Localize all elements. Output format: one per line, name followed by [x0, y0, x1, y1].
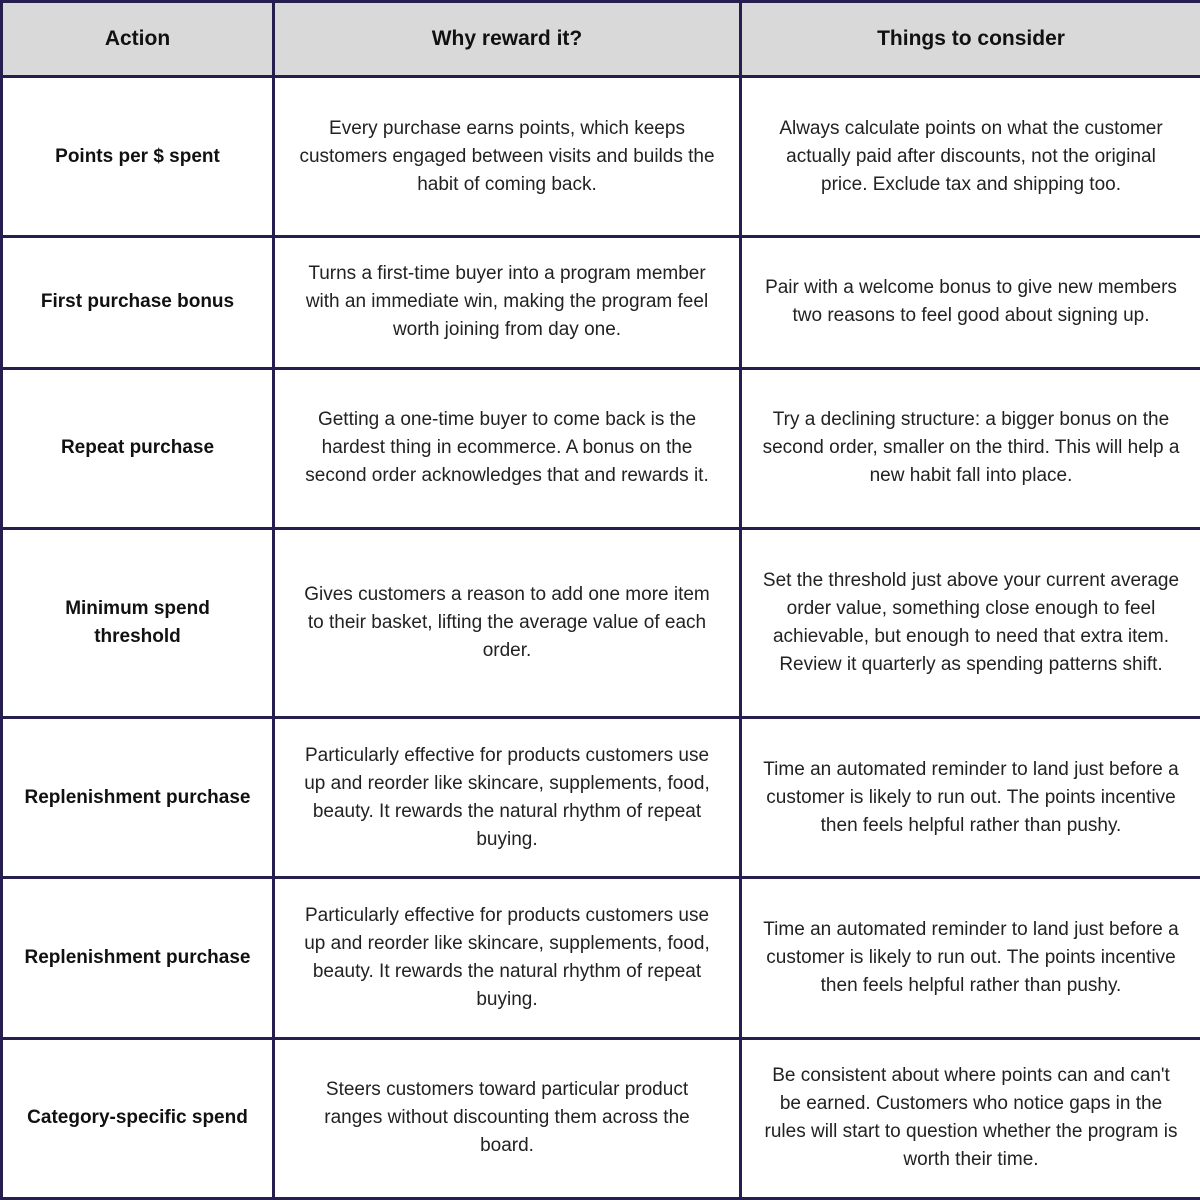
column-header-consider: Things to consider — [741, 2, 1200, 77]
action-cell: Minimum spend threshold — [2, 528, 274, 717]
table-body — [2, 77, 1200, 1199]
consider-cell: Be consistent about where points can and can't be earned. Customers who notice gaps in the rules will start to question whether the program is worth their time. — [741, 1038, 1200, 1198]
consider-cell: Time an automated reminder to land just before a customer is likely to run out. The points incentive then feels helpful rather than pushy. — [741, 878, 1200, 1038]
table-row — [2, 237, 1200, 368]
column-header-action: Action — [2, 2, 274, 77]
table-row — [2, 368, 1200, 528]
why-cell: Particularly effective for products customers use up and reorder like skincare, supplements, food, beauty. It rewards the natural rhythm of repeat buying. — [274, 878, 741, 1038]
consider-cell: Set the threshold just above your current average order value, something close enough to feel achievable, but enough to need that extra item. Review it quarterly as spending patterns shift. — [741, 528, 1200, 717]
consider-cell: Time an automated reminder to land just before a customer is likely to run out. The points incentive then feels helpful rather than pushy. — [741, 718, 1200, 878]
header-row — [2, 2, 1200, 77]
why-cell: Getting a one-time buyer to come back is the hardest thing in ecommerce. A bonus on the second order acknowledges that and rewards it. — [274, 368, 741, 528]
table-row — [2, 77, 1200, 237]
consider-cell: Pair with a welcome bonus to give new members two reasons to feel good about signing up. — [741, 237, 1200, 368]
action-cell: Category-specific spend — [2, 1038, 274, 1198]
why-cell: Particularly effective for products customers use up and reorder like skincare, supplements, food, beauty. It rewards the natural rhythm of repeat buying. — [274, 718, 741, 878]
table-header — [2, 2, 1200, 77]
action-cell: Points per $ spent — [2, 77, 274, 237]
why-cell: Steers customers toward particular product ranges without discounting them across the board. — [274, 1038, 741, 1198]
table-row — [2, 878, 1200, 1038]
why-cell: Every purchase earns points, which keeps customers engaged between visits and builds the habit of coming back. — [274, 77, 741, 237]
consider-cell: Try a declining structure: a bigger bonus on the second order, smaller on the third. This will help a new habit fall into place. — [741, 368, 1200, 528]
table-row — [2, 1038, 1200, 1198]
consider-cell: Always calculate points on what the customer actually paid after discounts, not the original price. Exclude tax and shipping too. — [741, 77, 1200, 237]
why-cell: Gives customers a reason to add one more item to their basket, lifting the average value of each order. — [274, 528, 741, 717]
action-cell: First purchase bonus — [2, 237, 274, 368]
why-cell: Turns a first-time buyer into a program member with an immediate win, making the program feel worth joining from day one. — [274, 237, 741, 368]
action-cell: Repeat purchase — [2, 368, 274, 528]
action-cell: Replenishment purchase — [2, 718, 274, 878]
table-row — [2, 718, 1200, 878]
action-cell: Replenishment purchase — [2, 878, 274, 1038]
table-row — [2, 528, 1200, 717]
column-header-why: Why reward it? — [274, 2, 741, 77]
